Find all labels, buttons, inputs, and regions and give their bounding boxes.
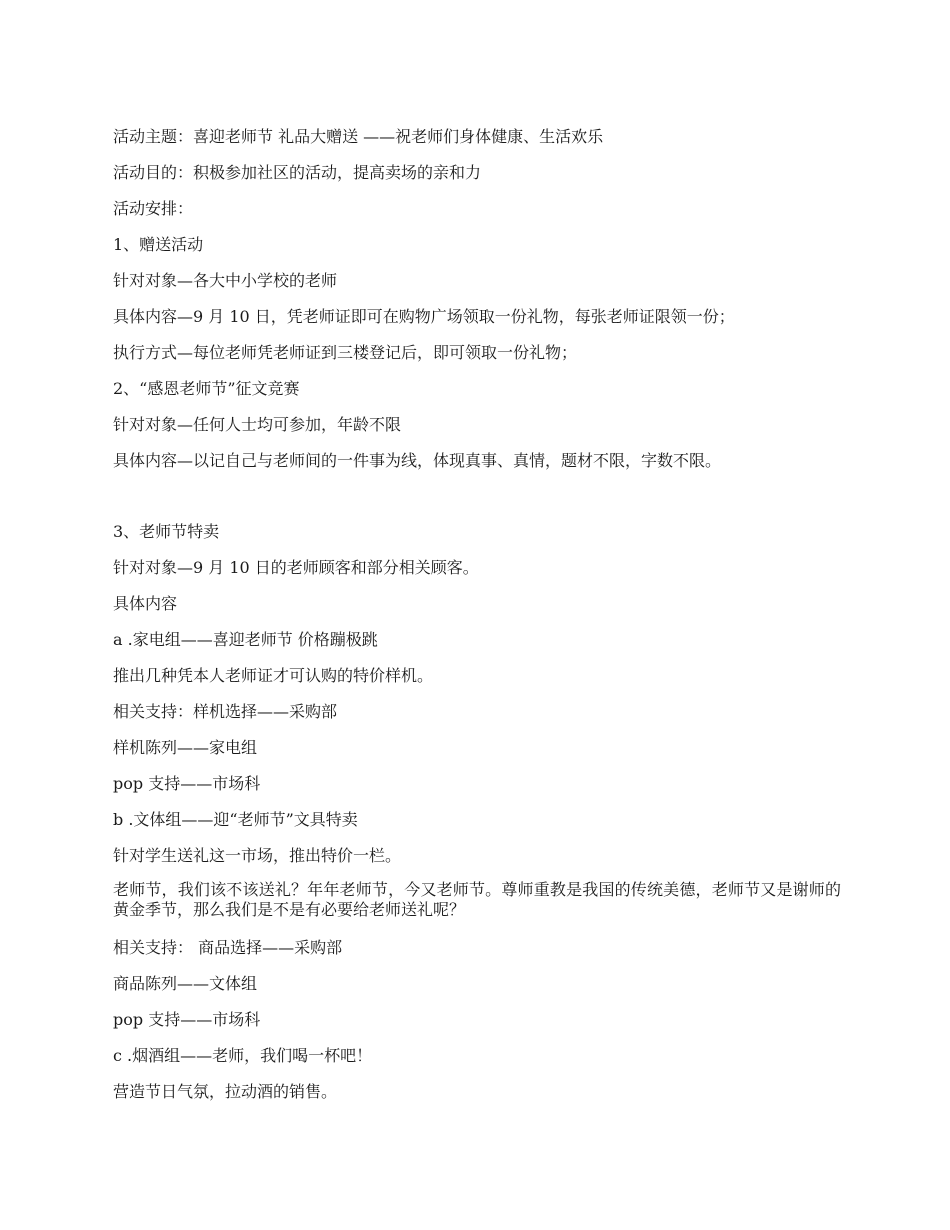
section-3-heading: 3、老师节特卖 [113,522,220,541]
section-2-target: 针对对象—任何人士均可参加，年龄不限 [113,415,402,434]
item-c-heading: c .烟酒组——老师，我们喝一杯吧！ [113,1046,373,1065]
item-a-heading: a .家电组——喜迎老师节 价格蹦极跳 [113,630,378,649]
item-b-support-3: pop 支持——市场科 [113,1010,261,1029]
section-1-method: 执行方式—每位老师凭老师证到三楼登记后，即可领取一份礼物； [113,343,578,362]
section-2-content: 具体内容—以记自己与老师间的一件事为线，体现真事、真情，题材不限，字数不限。 [113,451,722,470]
item-b-paragraph: 老师节，我们该不该送礼？年年老师节，今又老师节。尊师重教是我国的传统美德，老师节又是谢师的黄金季节，那么我们是不是有必要给老师送礼呢？ [113,880,841,919]
activity-arrangement-heading: 活动安排： [113,199,194,218]
item-a-desc: 推出几种凭本人老师证才可认购的特价样机。 [113,666,434,685]
section-3-target: 针对对象—9 月 10 日的老师顾客和部分相关顾客。 [113,558,479,577]
item-b-support-2: 商品陈列——文体组 [113,974,258,993]
section-3-content-heading: 具体内容 [113,594,178,613]
item-a-support-2: 样机陈列——家电组 [113,738,258,757]
section-1-target: 针对对象—各大中小学校的老师 [113,271,338,290]
section-1-heading: 1、赠送活动 [113,235,204,254]
item-b-heading: b .文体组——迎“老师节”文具特卖 [113,810,358,829]
item-b-desc: 针对学生送礼这一市场，推出特价一栏。 [113,846,402,865]
section-1-content: 具体内容—9 月 10 日，凭老师证即可在购物广场领取一份礼物，每张老师证限领一份； [113,307,735,326]
item-b-support-1: 相关支持： 商品选择——采购部 [113,938,343,957]
item-c-desc: 营造节日气氛，拉动酒的销售。 [113,1082,338,1101]
section-2-heading: 2、“感恩老师节”征文竞赛 [113,379,300,398]
activity-theme: 活动主题：喜迎老师节 礼品大赠送 ——祝老师们身体健康、生活欢乐 [113,127,604,146]
item-a-support-3: pop 支持——市场科 [113,774,261,793]
item-a-support-1: 相关支持：样机选择——采购部 [113,702,338,721]
activity-purpose: 活动目的：积极参加社区的活动，提高卖场的亲和力 [113,163,482,182]
